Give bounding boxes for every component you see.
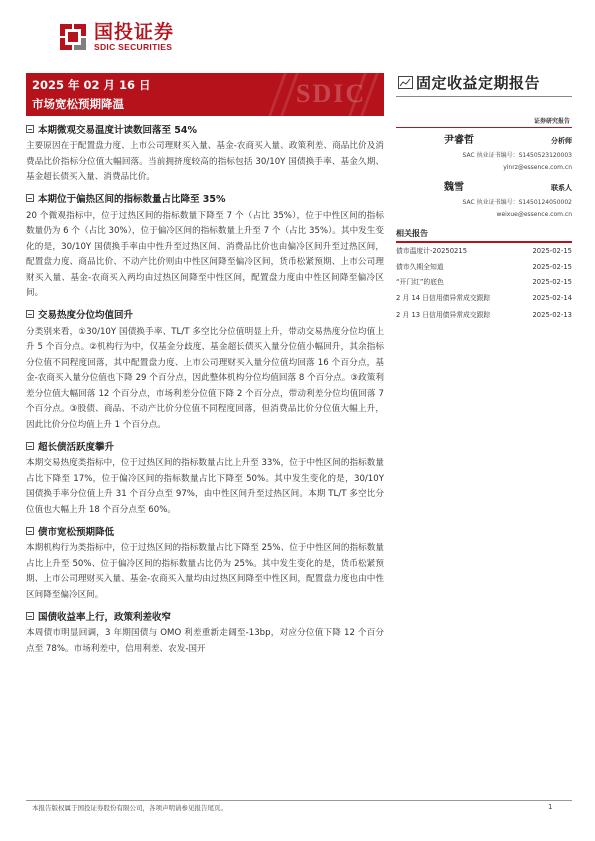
logo-mark-icon (58, 22, 88, 52)
divider (396, 96, 572, 97)
section-bullet-icon (26, 194, 34, 202)
banner-watermark: SDIC (296, 79, 367, 108)
section-heading (26, 438, 384, 453)
analyst-email[interactable]: weixue@essence.com.cn (496, 211, 572, 218)
section-heading (26, 121, 384, 136)
footer-divider (26, 800, 572, 801)
related-report-title[interactable]: 2 月 14 日信用债异常成交跟踪 (396, 293, 491, 302)
section-title: 本期位于偏热区间的指标数量占比降至 35% (38, 194, 226, 205)
related-report-title[interactable]: “开门红”的底色 (396, 278, 444, 286)
section-bullet-icon (26, 310, 34, 318)
related-report-date: 2025-02-15 (532, 247, 572, 255)
analyst-email[interactable]: yinrz@essence.com.cn (503, 164, 572, 171)
section-title: 交易热度分位均值回升 (38, 310, 134, 321)
report-date: 2025 年 02 月 16 日 (32, 78, 151, 92)
logo-cn-text: 国投证券 (94, 21, 175, 43)
related-report-item[interactable] (396, 275, 572, 291)
section-bullet-icon (26, 612, 34, 620)
section-paragraph: 本期机构行为类指标中，位于过热区间的指标数量占比下降至 25%、位于中性区间的指标数量占比上升至 50%、位于偏冷区间的指标数量占比仍为 25%。其中发生变化的是，货币松紧预期、上市公司理财买入量、基金-农商买入量均由过热区间降至中性区间，配置盘力度也由中性区间降至偏冷区间。 (26, 543, 384, 600)
analyst-license: SAC 执业证书编号：S1450523120003 (462, 152, 572, 159)
section-title: 本期微观交易温度计读数回落至 54% (38, 124, 198, 136)
analyst-role: 联系人 (551, 184, 572, 192)
report-subtitle: 市场宽松预期降温 (32, 97, 124, 111)
section-paragraph: 分类别来看，①30/10Y 国债换手率、TL/T 多空比分位值明显上升，带动交易热度分位均值上升 5 个百分点。②机构行为中，仅基金分歧度、基金超长债买入量分位值小幅回升，其余指标分位值不同程度回落，其中配置盘力度、上市公司理财买入量分位值均回落 16 个百分点，基金-农商买入量分位值也下降 29 个百分点，因此整体机构分位均值回落 8 个百分点。③政策利差分位值大幅回落 12 个百分点，市场利差分位值下降 2 个百分点，带动利差分位均值回落 7 个百分点。③股债、商品、不动产比价分位值不同程度回落，但消费品比价分位值大幅上升，因此比价分位均值上升 1 个百分点。 (26, 326, 384, 430)
analyst-card (396, 178, 572, 221)
section-heading (26, 307, 384, 322)
section-title: 国债收益率上行，政策利差收窄 (38, 611, 172, 623)
analyst-name: 魏雪 (444, 182, 464, 193)
analyst-name: 尹睿哲 (444, 135, 474, 146)
related-report-date: 2025-02-15 (532, 278, 572, 286)
divider (396, 127, 572, 128)
analyst-license: SAC 执业证书编号：S1450124050002 (462, 199, 572, 206)
header-banner (26, 73, 384, 116)
analyst-role: 分析师 (551, 137, 572, 145)
footer-disclaimer: 本报告版权属于国投证券股份有限公司，各项声明请参见报告尾页。 (32, 804, 227, 812)
section-paragraph: 主要原因在于配置盘力度、上市公司理财买入量、基金-农商买入量、政策利差、商品比价及消费品比价指标分位值大幅回落。当前拥挤度较高的指标包括 30/10Y 国债换手率、基金久期、基金超长债买入量、消费品比价。 (26, 141, 384, 182)
logo-en-text: SDIC SECURITIES (94, 42, 173, 52)
company-logo (58, 22, 174, 52)
section-bullet-icon (26, 125, 34, 133)
related-report-title[interactable]: 2 月 13 日信用债异常成交跟踪 (396, 311, 491, 319)
research-label: 证券研究报告 (533, 118, 570, 125)
related-report-date: 2025-02-13 (532, 311, 572, 319)
report-type-label: 固定收益定期报告 (416, 74, 541, 92)
related-report-title[interactable]: 债市久期全知道 (396, 262, 444, 271)
section-heading (26, 523, 384, 538)
section-title: 债市宽松预期降低 (38, 526, 115, 538)
report-type-header (398, 72, 540, 93)
section-heading (26, 608, 384, 623)
chart-icon (398, 76, 413, 89)
analyst-card (396, 131, 572, 174)
section-bullet-icon (26, 527, 34, 535)
section-bullet-icon (26, 442, 34, 450)
report-body (26, 121, 384, 662)
related-reports-list (396, 244, 572, 324)
related-report-item[interactable] (396, 244, 572, 260)
section-paragraph: 本期交易热度类指标中，位于过热区间的指标数量占比上升至 33%，位于中性区间的指标数量占比下降至 17%，位于偏冷区间的指标数量占比下降至 50%。其中发生变化的是，30/10Y 国债换手率分位值上升 31 个百分点至 97%，由中性区间升至过热区间。本期 TL/T 多空比分位值也大幅上升 18 个百分点至 60%。 (26, 458, 384, 515)
related-report-item[interactable] (396, 308, 572, 324)
section-title: 超长债活跃度攀升 (38, 441, 115, 453)
section-paragraph: 20 个微观指标中，位于过热区间的指标数量下降至 7 个（占比 35%），位于中性区间的指标数量仍为 6 个（占比 30%），位于偏冷区间的指标数量上升至 7 个（占比 35%）。其中发生变化的是，30/10Y 国债换手率由中性升至过热区间、消费品比价也由偏冷区间升至过热区间，配置盘力度、商品比价、不动产比价则由中性区间降至偏冷区间，货币松紧预期、上市公司理财买入量、基金-农商买入两均由过热区间降至中性区间，配置盘力度由中性区间降至偏冷区间。 (26, 210, 384, 298)
related-report-item[interactable] (396, 291, 572, 307)
related-report-title[interactable]: 债市温度计-20250215 (396, 247, 468, 255)
related-report-date: 2025-02-15 (532, 262, 572, 271)
divider (396, 241, 572, 243)
section-paragraph: 本周债市明显回调，3 年期国债与 OMO 利差重新走阔至-13bp，对应分位值下降 12 个百分点至 78%。市场利差中，信用利差、农发-国开 (26, 628, 384, 654)
section-heading (26, 191, 384, 206)
related-reports-title: 相关报告 (396, 229, 428, 238)
related-report-date: 2025-02-14 (532, 293, 572, 302)
page-number: 1 (548, 803, 553, 811)
related-report-item[interactable] (396, 260, 572, 276)
